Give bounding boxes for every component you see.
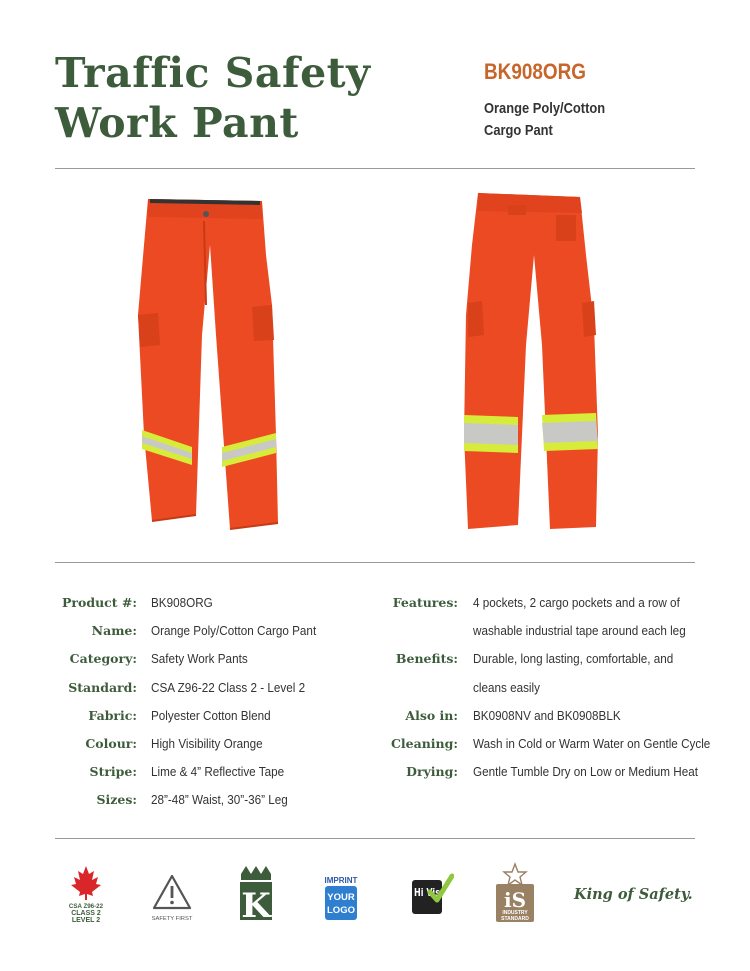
spec-row	[0, 591, 380, 619]
spec-label: Sizes:	[96, 792, 137, 808]
spec-row	[380, 591, 750, 619]
title-line-1: Traffic Safety	[55, 49, 371, 97]
spec-row	[380, 676, 750, 704]
spec-value: CSA Z96-22 Class 2 - Level 2	[151, 679, 306, 695]
spec-value: Gentle Tumble Dry on Low or Medium Heat	[473, 764, 698, 780]
specs-right-column	[380, 591, 750, 788]
safety-first-text: SAFETY FIRST	[151, 916, 193, 922]
spec-value: 4 pockets, 2 cargo pockets and a row of	[473, 595, 680, 610]
spec-label: Colour:	[85, 735, 137, 751]
imprint-logo-text: LOGO	[327, 905, 355, 916]
spec-value: Polyester Cotton Blend	[151, 707, 271, 723]
spec-value: Lime & 4” Reflective Tape	[151, 764, 285, 780]
spec-label: Also in:	[405, 707, 458, 723]
imprint-text: IMPRINT	[324, 876, 358, 885]
product-description	[484, 98, 639, 142]
spec-value: 28”-48” Waist, 30”-36” Leg	[151, 792, 288, 808]
description-line-2: Cargo Pant	[484, 122, 553, 139]
product-sku: BK908ORG	[484, 59, 586, 84]
top-divider	[55, 168, 695, 169]
spec-row	[0, 732, 380, 760]
spec-row	[380, 647, 750, 675]
title-line-2: Work Pant	[55, 99, 299, 147]
is-letters: iS	[503, 888, 527, 912]
csa-maple-leaf-logo	[66, 862, 106, 929]
standard-text: STANDARD	[501, 916, 529, 922]
csa-standard-text: CSA Z96-22	[68, 903, 104, 910]
page-title	[55, 48, 370, 148]
hi-vis-text: Hi Vis	[414, 886, 441, 899]
spec-label: Benefits:	[395, 651, 458, 667]
spec-row	[380, 760, 750, 788]
imprint-your-logo-badge	[321, 862, 361, 929]
spec-label: Fabric:	[88, 707, 137, 723]
middle-divider	[55, 562, 695, 563]
spec-label: Category:	[69, 651, 137, 667]
spec-value: BK0908NV and BK0908BLK	[473, 707, 621, 723]
spec-row	[0, 676, 380, 704]
spec-row	[0, 619, 380, 647]
spec-row	[0, 647, 380, 675]
description-line-1: Orange Poly/Cotton	[484, 100, 606, 117]
spec-value: High Visibility Orange	[151, 735, 263, 751]
spec-value: cleans easily	[473, 679, 540, 695]
safety-first-logo	[150, 862, 194, 929]
king-of-safety-wordmark: King of Safety.	[574, 886, 693, 903]
pants-back-photo	[458, 185, 608, 535]
spec-label: Product #:	[62, 595, 137, 610]
industry-text: INDUSTRY	[502, 910, 528, 916]
spec-label: Cleaning:	[390, 735, 458, 751]
specs-left-column	[0, 591, 380, 817]
spec-value: Safety Work Pants	[151, 651, 248, 667]
spec-label: Name:	[91, 623, 137, 639]
spec-value: Durable, long lasting, comfortable, and	[473, 651, 674, 667]
spec-row	[0, 760, 380, 788]
spec-value: Orange Poly/Cotton Cargo Pant	[151, 623, 317, 639]
industry-standard-logo	[492, 862, 538, 929]
k-logo-letter: K	[241, 886, 271, 924]
hi-vis-logo	[408, 862, 454, 929]
spec-value: Wash in Cold or Warm Water on Gentle Cycle	[473, 735, 711, 751]
spec-row	[380, 619, 750, 647]
spec-row	[0, 788, 380, 816]
spec-row	[380, 704, 750, 732]
spec-label: Features:	[392, 595, 458, 610]
spec-label: Stripe:	[89, 764, 137, 780]
spec-row	[0, 704, 380, 732]
spec-label: Drying:	[406, 764, 458, 780]
spec-label: Standard:	[68, 679, 137, 695]
csa-class-text: CLASS 2	[71, 910, 101, 917]
bottom-divider	[55, 838, 695, 839]
spec-value: washable industrial tape around each leg	[473, 623, 686, 639]
pants-front-photo	[130, 185, 290, 535]
imprint-your-text: YOUR	[327, 892, 355, 903]
csa-level-text: LEVEL 2	[71, 917, 101, 924]
k-crown-logo	[236, 862, 276, 929]
spec-row	[380, 732, 750, 760]
spec-value: BK908ORG	[151, 595, 213, 610]
